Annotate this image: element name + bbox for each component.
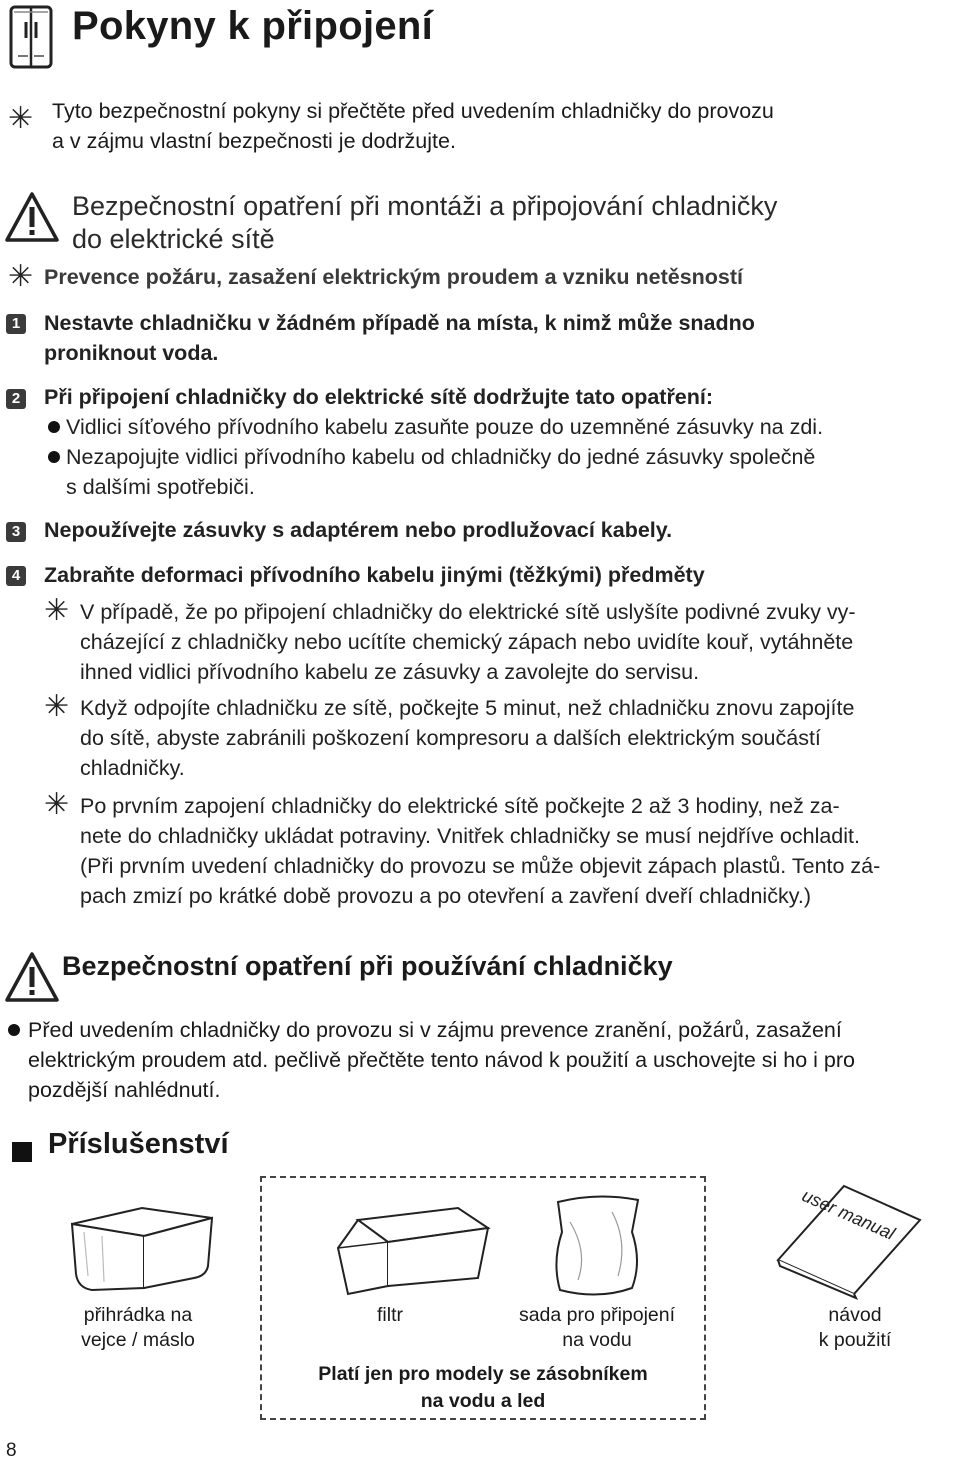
fridge-icon [8, 4, 56, 70]
item-number-badge: 3 [6, 522, 26, 542]
water-kit-note: Platí jen pro modely se zásobníkem na vodu a led [318, 1363, 648, 1412]
water-kit-bag-illustration [548, 1192, 648, 1300]
usage-paragraph: Před uvedením chladničky do provozu si v zájmu prevence zranění, požárů, zasažení elektrickým proudem atd. pečlivě přečtěte tento návod k použití a uschovejte si ho i pro pozdější nahlédnutí. [28, 1018, 855, 1102]
accessory-caption: sada pro připojení na vodu [518, 1304, 676, 1351]
bullet-icon [48, 451, 60, 463]
note-star-icon: ✳ [8, 259, 34, 294]
manual-cover-text: user manual [799, 1185, 898, 1244]
list-item: Nepoužívejte zásuvky s adaptérem nebo prodlužovací kabely. [44, 518, 673, 542]
list-item: Nestavte chladničku v žádném případě na místa, k nimž může snadno proniknout voda. [44, 311, 755, 365]
accessories-heading: Příslušenství [48, 1128, 229, 1160]
note-text: Když odpojíte chladničku ze sítě, počkejte 5 minut, než chladničku znovu zapojíte do sítě, abyste zabránili poškození kompresoru a dalších elektrickým součástí chladničky. [80, 696, 855, 780]
filter-illustration [328, 1198, 498, 1298]
black-square-icon [12, 1142, 32, 1162]
accessory-caption: přihrádka na vejce / máslo [81, 1304, 195, 1351]
warning-triangle-icon [4, 950, 60, 1004]
note-star-icon: ✳ [44, 593, 70, 628]
page-number: 8 [6, 1440, 17, 1461]
item-number-badge: 2 [6, 389, 26, 409]
note-text: V případě, že po připojení chladničky do elektrické sítě uslyšíte podivné zvuky vy- cházející z chladničky nebo ucítíte chemický zápach nebo uvidíte kouř, vytáhněte ihned vidlici přívodního kabelu ze zásuvky a zavolejte do servisu. [80, 600, 856, 684]
bullet-icon [8, 1024, 20, 1036]
intro-text: Tyto bezpečnostní pokyny si přečtěte před uvedením chladničky do provozu a v zájmu vlastní bezpečnosti je dodržujte. [52, 99, 774, 153]
page-title: Pokyny k připojení [72, 4, 434, 48]
note-text: Po prvním zapojení chladničky do elektrické sítě počkejte 2 až 3 hodiny, než za- nete do chladničky ukládat potraviny. Vnitřek chladničky se musí nejdříve ochladit. (Při prvním uvedení chladničky do provozu se může objevit zápach plastů. Tento zá- pach zmizí po krátké době provozu a po otevření a zavření dveří chladničky.) [80, 794, 881, 908]
list-item: Při připojení chladničky do elektrické sítě dodržujte tato opatření: [44, 385, 714, 409]
accessory-caption: filtr [377, 1304, 403, 1326]
list-item: Vidlici síťového přívodního kabelu zasuňte pouze do uzemněné zásuvky na zdi. [66, 415, 824, 439]
section-heading-usage: Bezpečnostní opatření při používání chladničky [62, 951, 673, 981]
note-star-icon: ✳ [44, 689, 70, 724]
egg-tray-illustration [62, 1196, 222, 1296]
section-subheading: Prevence požáru, zasažení elektrickým proudem a vzniku netěsností [44, 265, 744, 289]
note-star-icon: ✳ [8, 101, 34, 136]
item-number-badge: 1 [6, 314, 26, 334]
warning-triangle-icon [4, 190, 60, 244]
accessory-caption: návod k použití [818, 1304, 892, 1351]
user-manual-illustration [774, 1180, 924, 1300]
section-heading-installation: Bezpečnostní opatření při montáži a připojování chladničky do elektrické sítě [72, 191, 778, 254]
note-star-icon: ✳ [44, 787, 70, 822]
item-number-badge: 4 [6, 566, 26, 586]
list-item: Nezapojujte vidlici přívodního kabelu od chladničky do jedné zásuvky společně s dalšími spotřebiči. [66, 445, 816, 499]
list-item: Zabraňte deformaci přívodního kabelu jinými (těžkými) předměty [44, 563, 705, 587]
bullet-icon [48, 421, 60, 433]
